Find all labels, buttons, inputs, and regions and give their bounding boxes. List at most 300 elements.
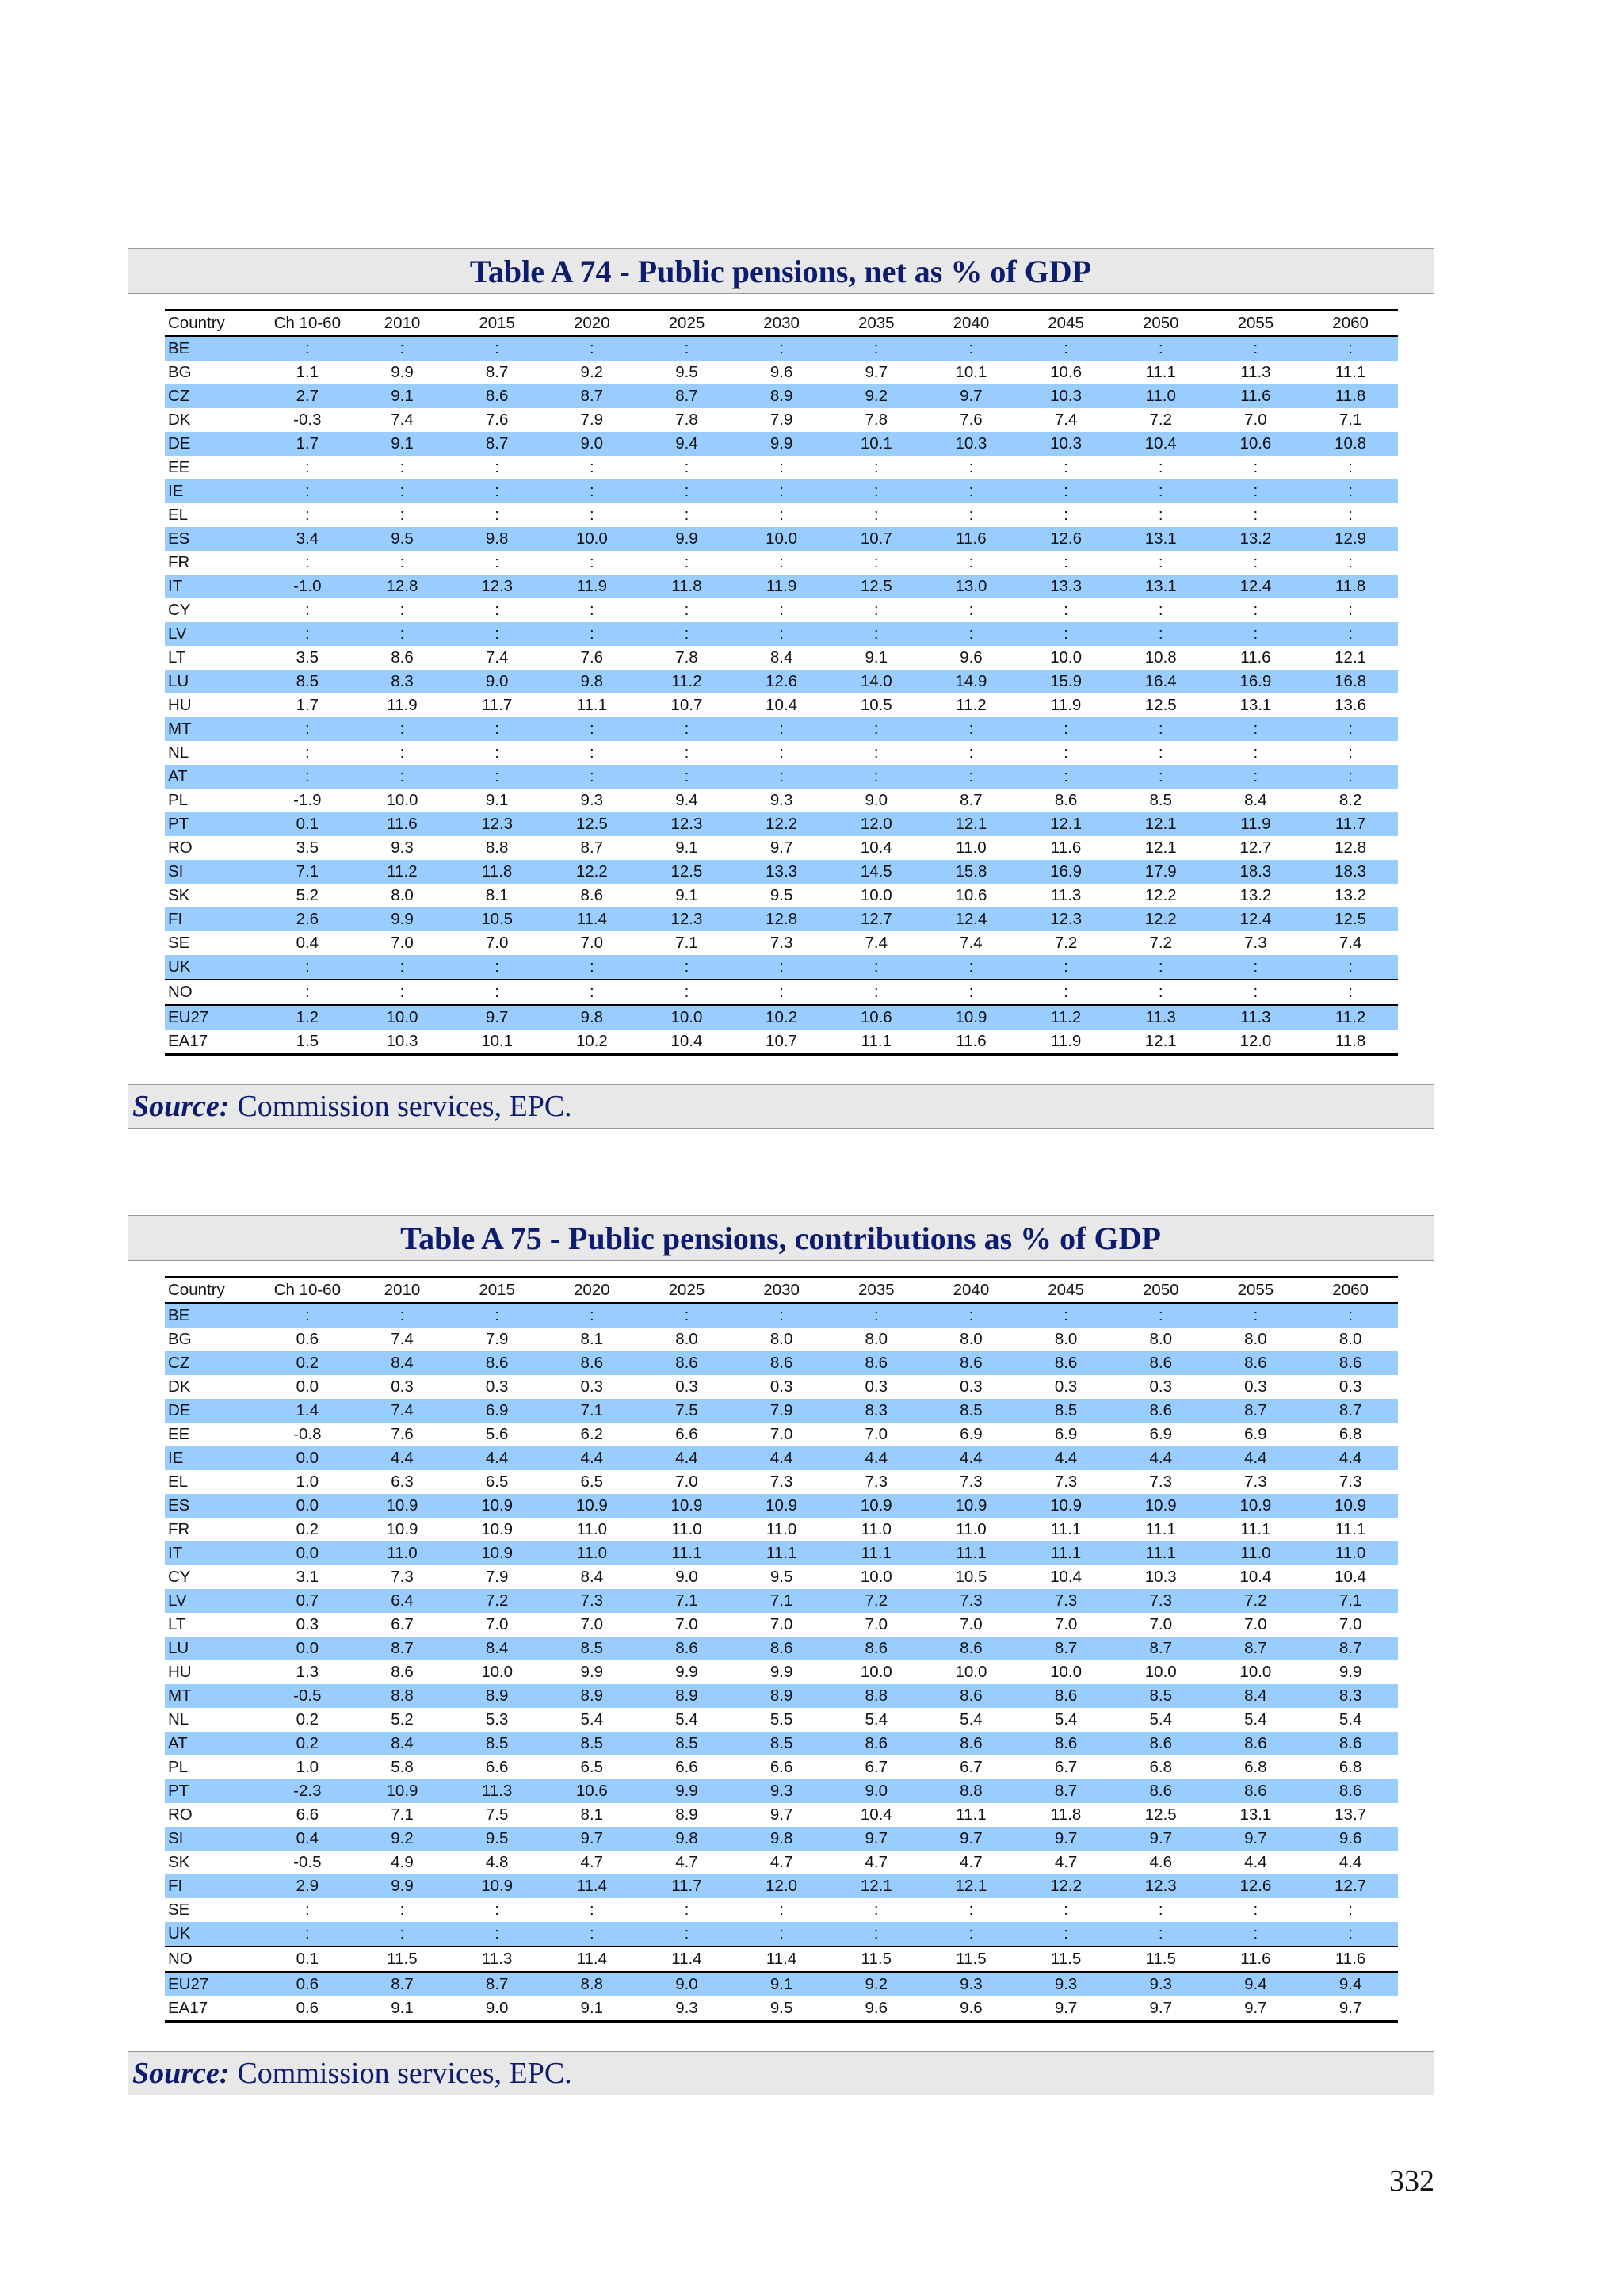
table-a74-source [128,1084,1434,1129]
value-cell: : [968,458,974,476]
value-cell: 11.0 [1113,384,1209,408]
table-a74-header-row [165,311,1398,337]
value-cell: 5.3 [485,1710,509,1729]
country-cell: UK [165,1922,260,1946]
country-cell: HU [168,696,192,714]
value-cell: 6.9 [1054,1425,1078,1443]
value-cell: 6.7 [960,1758,983,1776]
value-cell: 11.4 [544,907,640,931]
value-cell: 8.7 [1113,1637,1209,1660]
table-row [165,622,1398,646]
table-row [165,456,1398,479]
value-cell: 12.0 [734,1874,829,1898]
table-row [165,1375,1398,1399]
value-cell: 11.8 [1303,384,1398,408]
value-cell: 7.0 [865,1425,888,1443]
value-cell: : [589,506,594,524]
table-row [165,907,1398,931]
value-cell: : [640,1922,735,1946]
country-cell: MT [165,1684,260,1708]
value-cell: : [1064,743,1068,762]
value-cell: : [355,479,450,503]
value-cell: 9.1 [355,1996,450,2022]
value-cell: 8.7 [640,384,735,408]
value-cell: : [684,506,689,524]
country-cell: LT [168,648,186,667]
value-cell: 9.4 [640,432,735,456]
value-cell: 7.9 [485,1568,509,1586]
value-cell: : [924,980,1019,1005]
value-cell: 2.7 [260,384,355,408]
value-cell: 6.7 [1054,1758,1078,1776]
value-cell: 8.8 [544,1972,640,1996]
value-cell: 9.2 [355,1827,450,1851]
value-cell: : [640,955,735,980]
value-cell: 7.2 [1149,411,1172,429]
value-cell: 13.1 [1113,575,1209,598]
value-cell: 7.4 [391,411,414,429]
country-cell: RO [168,839,193,857]
value-cell: : [1018,1922,1113,1946]
value-cell: 13.7 [1335,1805,1367,1824]
value-cell: 5.4 [960,1710,983,1729]
table-row [165,432,1398,456]
value-cell: 7.1 [391,1805,414,1824]
value-cell: : [449,622,544,646]
table-row [165,1470,1398,1494]
column-header: Country [165,1278,260,1304]
country-cell: AT [165,1732,260,1755]
value-cell: 0.0 [296,1377,319,1396]
value-cell: 12.8 [355,575,450,598]
value-cell: 11.6 [924,1030,1019,1055]
value-cell: : [924,1303,1019,1328]
country-cell: SI [165,1827,260,1851]
value-cell: 7.0 [675,1615,698,1633]
table-row [165,503,1398,527]
value-cell: 11.1 [576,696,607,714]
value-cell: 11.1 [1335,1520,1366,1538]
value-cell: 9.8 [640,1827,735,1851]
value-cell: : [734,336,829,361]
value-cell: 7.4 [391,1330,414,1348]
value-cell: 10.6 [1050,363,1083,381]
value-cell: : [1303,336,1398,361]
value-cell: 7.8 [675,648,698,667]
column-header: 2025 [640,311,735,337]
value-cell: 12.4 [1209,575,1304,598]
value-cell: 10.5 [955,1568,987,1586]
value-cell: 8.4 [355,1732,450,1755]
table-a75 [165,1276,1398,2023]
value-cell: : [399,458,405,476]
value-cell: 8.4 [449,1637,544,1660]
value-cell: : [355,955,450,980]
country-cell: FI [165,1874,260,1898]
value-cell: 7.3 [1244,1473,1267,1491]
country-cell: NL [168,1710,189,1729]
value-cell: : [355,980,450,1005]
value-cell: 11.4 [640,1946,735,1972]
value-cell: : [1018,955,1113,980]
table-row [165,1996,1398,2022]
value-cell: 11.1 [1018,1541,1113,1565]
value-cell: 10.0 [481,1663,514,1681]
value-cell: 0.0 [260,1637,355,1660]
value-cell: 10.3 [1018,432,1113,456]
value-cell: 10.9 [449,1874,544,1898]
value-cell: 8.5 [1018,1399,1113,1423]
value-cell: 8.0 [391,886,414,904]
value-cell: 9.7 [1209,1996,1304,2022]
value-cell: 18.3 [1303,860,1398,884]
value-cell: 9.7 [769,1805,793,1824]
value-cell: 14.9 [924,670,1019,693]
column-header: 2055 [1209,1278,1304,1304]
value-cell: 9.9 [640,1779,735,1803]
table-row [165,527,1398,551]
value-cell: 11.9 [1209,812,1304,836]
value-cell: 6.5 [485,1473,509,1491]
value-cell: : [399,506,405,524]
value-cell: 4.7 [1054,1853,1078,1871]
value-cell: 8.0 [865,1330,888,1348]
value-cell: 10.0 [860,1568,892,1586]
value-cell: 3.5 [296,839,319,857]
value-cell: 9.1 [675,886,698,904]
value-cell: 8.7 [355,1972,450,1996]
value-cell: 7.2 [1054,934,1078,952]
value-cell: 6.6 [675,1758,698,1776]
value-cell: 8.5 [449,1732,544,1755]
value-cell: 8.5 [1113,1684,1209,1708]
value-cell: 4.8 [485,1853,509,1871]
value-cell: 8.5 [924,1399,1019,1423]
value-cell: 9.8 [449,527,544,551]
value-cell: 12.2 [1113,907,1209,931]
value-cell: : [779,1901,784,1919]
value-cell: 6.6 [769,1758,793,1776]
table-row [165,1446,1398,1470]
table-a75-title-bar [128,1215,1434,1261]
value-cell: 5.4 [1244,1710,1267,1729]
table-row [165,1303,1398,1328]
value-cell: 9.3 [1018,1972,1113,1996]
value-cell: 0.1 [260,1946,355,1972]
country-cell: ES [165,1494,260,1518]
value-cell: 1.7 [296,696,319,714]
value-cell: : [1064,458,1068,476]
value-cell: : [260,1922,355,1946]
value-cell: 7.0 [865,1615,888,1633]
value-cell: 12.5 [544,812,640,836]
country-cell: PL [168,1758,189,1776]
value-cell: : [1253,506,1258,524]
value-cell: 0.3 [960,1377,983,1396]
value-cell: 11.6 [1209,384,1304,408]
value-cell: 9.1 [355,384,450,408]
value-cell: : [829,1922,924,1946]
value-cell: 13.1 [1239,1805,1272,1824]
value-cell: 9.5 [355,527,450,551]
value-cell: : [873,458,879,476]
value-cell: 12.2 [544,860,640,884]
value-cell: : [924,1922,1019,1946]
value-cell: 8.2 [1338,791,1362,809]
value-cell: : [924,955,1019,980]
value-cell: 11.3 [1113,1005,1209,1030]
value-cell: 11.2 [1018,1005,1113,1030]
value-cell: 7.3 [865,1473,888,1491]
value-cell: 9.5 [769,1568,793,1586]
value-cell: : [544,1922,640,1946]
table-row [165,1827,1398,1851]
value-cell: : [495,1901,499,1919]
value-cell: 9.7 [865,363,888,381]
value-cell: 12.3 [449,575,544,598]
value-cell: 8.8 [924,1779,1019,1803]
value-cell: 10.9 [1113,1494,1209,1518]
value-cell: 9.7 [769,839,793,857]
value-cell: 11.1 [1145,363,1176,381]
value-cell: : [640,717,735,741]
value-cell: 12.2 [734,812,829,836]
table-row [165,1874,1398,1898]
value-cell: 11.0 [576,1520,607,1538]
table-row [165,1946,1398,1972]
value-cell: 13.3 [734,860,829,884]
value-cell: 11.1 [1335,363,1366,381]
value-cell: : [924,765,1019,789]
column-header: 2060 [1303,311,1398,337]
table-row [165,1779,1398,1803]
value-cell: 8.7 [580,839,604,857]
value-cell: 12.0 [829,812,924,836]
value-cell: : [1158,601,1163,619]
country-cell: DK [168,411,191,429]
value-cell: 1.1 [296,363,319,381]
value-cell: : [1018,479,1113,503]
value-cell: 8.6 [640,1351,735,1375]
value-cell: 13.1 [1239,696,1272,714]
value-cell: : [355,336,450,361]
value-cell: 10.9 [1018,1494,1113,1518]
value-cell: 8.5 [260,670,355,693]
value-cell: 10.6 [1209,432,1304,456]
value-cell: 9.3 [391,839,414,857]
value-cell: : [304,506,310,524]
value-cell: 8.6 [924,1732,1019,1755]
value-cell: 7.6 [485,411,509,429]
value-cell: 10.6 [544,1779,640,1803]
column-header: 2045 [1018,1278,1113,1304]
value-cell: 5.4 [865,1710,888,1729]
value-cell: 4.4 [1018,1446,1113,1470]
value-cell: 9.3 [640,1996,735,2022]
value-cell: : [1018,336,1113,361]
value-cell: : [589,601,594,619]
value-cell: : [1303,479,1398,503]
value-cell: 8.3 [355,670,450,693]
value-cell: 8.4 [769,648,793,667]
value-cell: 9.9 [355,907,450,931]
country-cell: CZ [165,384,260,408]
value-cell: : [873,553,879,571]
value-cell: 7.0 [769,1425,793,1443]
value-cell: 11.0 [1303,1541,1398,1565]
value-cell: 16.9 [1209,670,1304,693]
value-cell: : [304,553,310,571]
value-cell: 11.0 [861,1520,892,1538]
value-cell: : [1303,1303,1398,1328]
value-cell: 10.9 [734,1494,829,1518]
column-header: 2060 [1303,1278,1398,1304]
value-cell: 8.0 [1338,1330,1362,1348]
value-cell: 11.7 [481,696,513,714]
value-cell: 10.4 [860,1805,892,1824]
value-cell: 9.3 [1113,1972,1209,1996]
value-cell: : [1018,765,1113,789]
value-cell: 12.6 [1018,527,1113,551]
value-cell: 9.7 [829,1827,924,1851]
table-row [165,693,1398,717]
value-cell: 10.6 [955,886,987,904]
value-cell: 12.3 [449,812,544,836]
value-cell: 8.6 [829,1637,924,1660]
value-cell: : [449,955,544,980]
value-cell: 5.4 [1149,1710,1172,1729]
value-cell: 7.0 [1244,1615,1267,1633]
value-cell: 11.2 [640,670,735,693]
value-cell: 9.0 [829,1779,924,1803]
value-cell: 4.4 [544,1446,640,1470]
table-row [165,955,1398,980]
value-cell: 9.6 [1303,1827,1398,1851]
country-cell: IE [165,1446,260,1470]
value-cell: 11.8 [1303,575,1398,598]
table-row [165,931,1398,955]
value-cell: 11.3 [449,1946,544,1972]
value-cell: 8.0 [675,1330,698,1348]
country-cell: EU27 [165,1005,260,1030]
value-cell: : [1348,553,1353,571]
table-row [165,1030,1398,1055]
value-cell: : [449,336,544,361]
value-cell: 10.0 [640,1005,735,1030]
country-cell: BE [165,336,260,361]
column-header: 2020 [544,311,640,337]
value-cell: 13.0 [924,575,1019,598]
value-cell: 0.2 [260,1351,355,1375]
value-cell: 12.1 [924,1874,1019,1898]
value-cell: 8.8 [485,839,509,857]
value-cell: : [544,1303,640,1328]
value-cell: 6.8 [1338,1425,1362,1443]
value-cell: 12.7 [1239,839,1272,857]
value-cell: 10.9 [355,1779,450,1803]
value-cell: 8.6 [924,1684,1019,1708]
country-cell: FR [168,553,190,571]
value-cell: : [1158,1901,1163,1919]
value-cell: 7.0 [1149,1615,1172,1633]
value-cell: : [449,1922,544,1946]
value-cell: 12.1 [1018,812,1113,836]
value-cell: 8.7 [960,791,983,809]
value-cell: -0.5 [260,1684,355,1708]
value-cell: 9.6 [960,648,983,667]
value-cell: : [1113,980,1209,1005]
table-a74-title-bar [128,248,1434,294]
value-cell: : [355,622,450,646]
value-cell: 6.9 [1149,1425,1172,1443]
value-cell: 8.6 [1303,1732,1398,1755]
table-row [165,670,1398,693]
value-cell: 8.6 [391,1663,414,1681]
value-cell: 12.7 [829,907,924,931]
value-cell: : [1113,1922,1209,1946]
value-cell: 12.5 [1303,907,1398,931]
value-cell: 8.7 [1209,1399,1304,1423]
table-row [165,884,1398,907]
value-cell: 10.0 [355,1005,450,1030]
value-cell: 10.4 [640,1030,735,1055]
value-cell: 4.7 [769,1853,793,1871]
value-cell: 4.4 [1303,1446,1398,1470]
value-cell: 9.9 [391,363,414,381]
value-cell: 12.1 [1144,839,1177,857]
value-cell: : [1209,955,1304,980]
table-row [165,1328,1398,1351]
value-cell: 0.3 [1054,1377,1078,1396]
value-cell: 11.9 [544,575,640,598]
value-cell: : [1113,336,1209,361]
value-cell: : [734,980,829,1005]
value-cell: -1.0 [260,575,355,598]
value-cell: 0.2 [296,1520,319,1538]
value-cell: : [260,479,355,503]
table-row [165,361,1398,384]
value-cell: 12.3 [640,812,735,836]
column-header: 2035 [829,1278,924,1304]
value-cell: 10.0 [1144,1663,1177,1681]
value-cell: 5.4 [580,1710,604,1729]
country-cell: MT [165,717,260,741]
value-cell: 9.7 [1209,1827,1304,1851]
value-cell: 6.7 [865,1758,888,1776]
value-cell: 9.7 [1113,1996,1209,2022]
value-cell: 11.3 [449,1779,544,1803]
table-row [165,1637,1398,1660]
value-cell: 10.6 [829,1005,924,1030]
value-cell: 8.1 [580,1330,604,1348]
value-cell: 12.1 [829,1874,924,1898]
value-cell: 9.1 [485,791,509,809]
country-cell: CY [168,601,191,619]
value-cell: 4.4 [640,1446,735,1470]
value-cell: 1.4 [260,1399,355,1423]
value-cell: : [355,765,450,789]
value-cell: : [640,479,735,503]
country-cell: NL [168,743,189,762]
value-cell: 10.7 [829,527,924,551]
value-cell: 1.0 [296,1473,319,1491]
value-cell: 7.3 [544,1589,640,1613]
value-cell: 0.7 [260,1589,355,1613]
column-header: 2010 [355,311,450,337]
value-cell: 4.4 [1244,1853,1267,1871]
value-cell: 8.6 [391,648,414,667]
table-a74-body [165,336,1398,1055]
